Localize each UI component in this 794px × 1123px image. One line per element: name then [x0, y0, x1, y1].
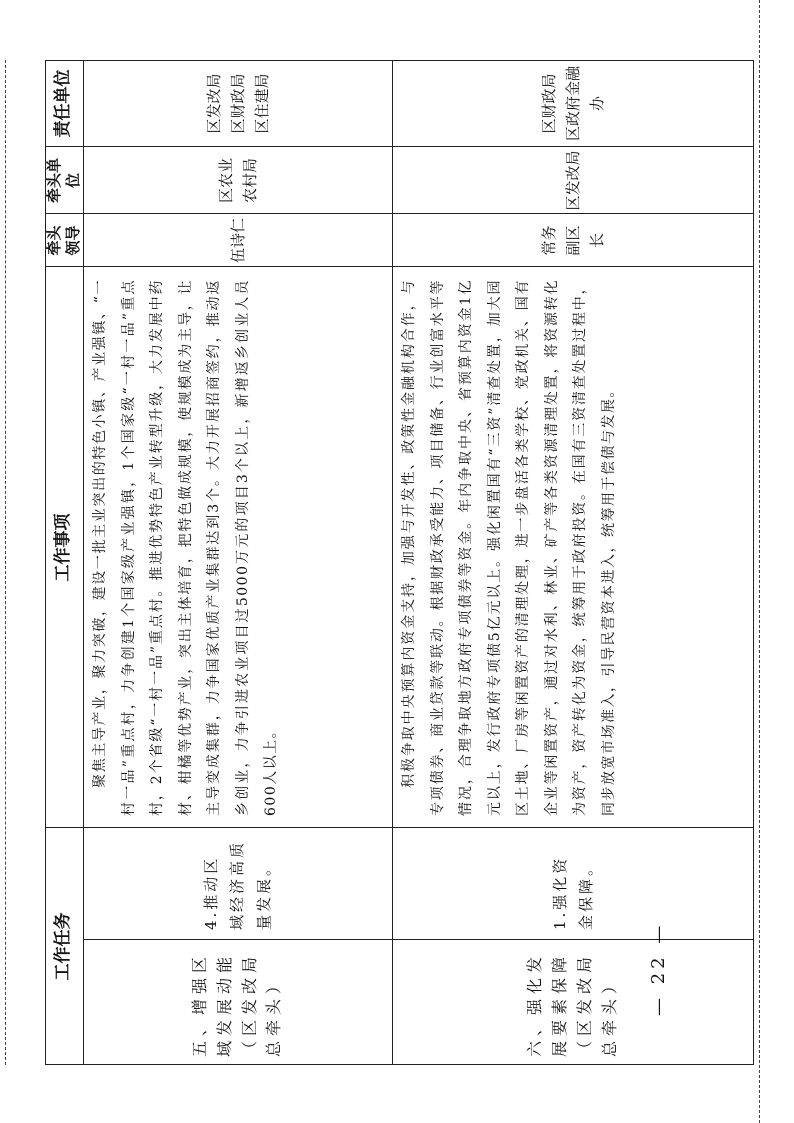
row2-leader-text: 常务副区长 — [540, 225, 606, 256]
row1-unit-text: 区农业农村局 — [216, 158, 259, 204]
header-lead-unit — [45, 147, 83, 214]
dashed-guide-right — [759, 0, 760, 1123]
row1-leader: 伍诗仁 — [228, 218, 247, 264]
row1-content: 聚焦主导产业，聚力突破，建设一批主业突出的特色小镇、产业强镇、“一村一品”重点村，力争创建1个国家级产业强镇，1个国家级“一村一品”重点村，2个省级“一村一品”重点村。推进优势特色产业转型升级，大力发展中药材、柑橘等优势产业，突出主体培育，把特色做成规模，使规模成为主导，让主导变成集群，力争国家优质产业集群达到3个。大力开展招商签约，推动返乡创业，力争引进农业项目过5000万元的项目3个以上，新增返乡创业人员600人以上。 — [92, 279, 279, 816]
row1-section: 五、增强区域发展动能（区发改局总牵头） — [189, 951, 284, 1057]
row1-responsible-2: 区财政局 — [228, 73, 247, 134]
row2-section: 六、强化发展要素保障（区发改局总牵头） — [525, 951, 619, 1057]
row2-unit: 区发改局 — [564, 150, 582, 211]
row1-unit — [83, 147, 392, 214]
header-lead-leader-text: 牵头领导 — [45, 225, 82, 256]
row2-responsible — [392, 60, 754, 147]
row1-responsible-1: 区发改局 — [204, 73, 223, 134]
row2-responsible-2: 区政府金融办 — [564, 66, 606, 142]
page-number: — 22 — — [648, 921, 669, 1016]
header-task: 工作任务 — [53, 912, 74, 981]
header-lead-unit-text: 牵头单位 — [45, 158, 82, 204]
row2-leader — [392, 214, 754, 267]
row2-content: 积极争取中央预算内资金支持，加强与开发性、政策性金融机构合作，与专项债券、商业贷款等联动。根据财政承受能力、项目储备、行业创富水平等情况，合理争取地方政府专项债券等资金。年内争取中央、省预算内资金1亿元以上，发行政府专项债5亿元以上。强化闲置国有“三资”清查处置，加大园区土地、厂房等闲置资产的清理处理，进一步盘活各类学校、党政机关、国有企业等闲置资产，通过对水利、林业、矿产等各类资源清理处置，将资源转化为资产，资产转化为资金，统筹用于政府投资。在国有三资清查处置过程中，同步放宽市场准入，引导民营资本进入，统筹用于偿债与发展。 — [401, 279, 617, 816]
row2-subtask: 1.强化资金保障。 — [550, 855, 595, 930]
row1-responsible-3: 区住建局 — [252, 73, 271, 134]
header-lead-leader — [45, 214, 83, 267]
rotated-page — [45, 60, 754, 1065]
dashed-guide-top — [5, 60, 6, 1065]
header-responsible: 责任单位 — [53, 69, 74, 138]
row1-subtask: 4.推动区域经济高质量发展。 — [202, 839, 273, 930]
header-items: 工作事项 — [53, 513, 74, 582]
row2-responsible-1: 区财政局 — [540, 73, 558, 134]
row1-responsible — [83, 60, 392, 147]
